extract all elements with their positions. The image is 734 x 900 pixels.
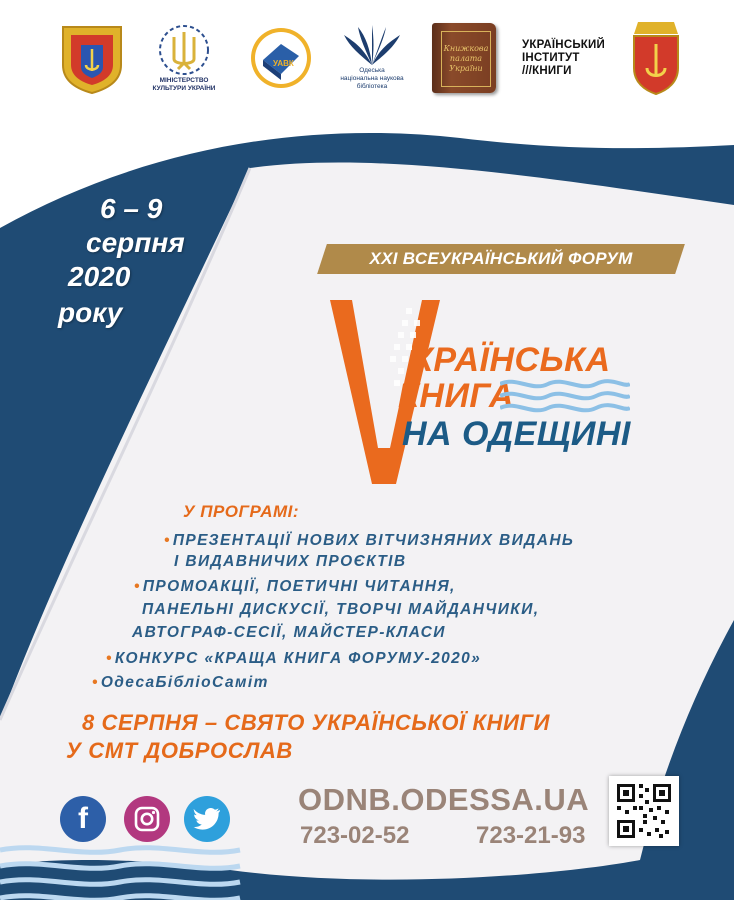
uavk-logo — [246, 18, 316, 98]
book-chamber-text-3: України — [449, 64, 483, 73]
library-caption-2: національна наукова — [340, 75, 404, 82]
date-days: 6 – 9 — [100, 193, 163, 224]
ministry-caption-2: КУЛЬТУРИ УКРАЇНИ — [152, 85, 216, 92]
bullet-icon: • — [164, 532, 171, 549]
date-month: серпня — [86, 227, 185, 258]
phone-2[interactable]: 723-21-93 — [476, 822, 586, 849]
uib-line-3: ///КНИГИ — [522, 64, 572, 77]
instagram-icon[interactable] — [124, 796, 170, 842]
library-caption-1: Одеська — [359, 67, 385, 74]
forum-banner — [322, 244, 680, 274]
book-chamber-logo — [428, 18, 500, 98]
ministry-caption-1: МІНІСТЕРСТВО — [159, 77, 209, 84]
program-item-2-line-1: ПРОМОАКЦІЇ, ПОЕТИЧНІ ЧИТАННЯ, — [142, 578, 456, 595]
program-item-2-line-2: ПАНЕЛЬНІ ДИСКУСІЇ, ТВОРЧІ МАЙДАНЧИКИ, — [142, 601, 540, 618]
program-item-3-text: КОНКУРС «КРАЩА КНИГА ФОРУМУ-2020» — [114, 650, 482, 667]
bullet-icon: • — [92, 674, 99, 691]
website-link[interactable]: ODNB.ODESSA.UA — [298, 782, 590, 817]
title-line-1: КРАЇНСЬКА — [412, 341, 611, 379]
phone-1[interactable]: 723-02-52 — [300, 822, 410, 849]
ministry-of-culture-logo — [146, 18, 222, 98]
bullet-icon: • — [134, 578, 141, 595]
program-item-4 — [92, 672, 269, 693]
odesa-national-library-logo — [332, 18, 412, 98]
uavk-text: УАВК — [273, 59, 294, 68]
facebook-icon[interactable] — [60, 796, 106, 842]
uib-line-2: ІНСТИТУТ — [522, 51, 580, 64]
program-item-3 — [106, 648, 481, 669]
odesa-city-coat-of-arms-logo — [624, 18, 688, 98]
book-chamber-text-1: Книжкова — [443, 44, 489, 53]
date-word-year: року — [58, 297, 123, 328]
program-item-1-line-2: І ВИДАВНИЧИХ ПРОЄКТІВ — [174, 553, 407, 570]
title-line-3: НА ОДЕЩИНІ — [402, 415, 631, 453]
program-item-2-line-3: АВТОГРАФ-СЕСІЇ, МАЙСТЕР-КЛАСИ — [132, 624, 446, 641]
title-line-2: КНИГА — [398, 377, 515, 415]
program-item-1 — [164, 530, 574, 551]
program-heading: У ПРОГРАМІ: — [183, 502, 300, 521]
program-item-2 — [134, 576, 456, 597]
program-item-4-text: ОдесаБібліоСаміт — [100, 674, 269, 691]
bullet-icon: • — [106, 650, 113, 667]
event-line-1: 8 СЕРПНЯ – СВЯТО УКРАЇНСЬКОЇ КНИГИ — [82, 710, 551, 735]
date-year: 2020 — [68, 261, 131, 292]
title-waves-icon — [500, 376, 630, 416]
program-item-1-line-1: ПРЕЗЕНТАЦІЇ НОВИХ ВІТЧИЗНЯНИХ ВИДАНЬ — [172, 532, 575, 549]
qr-code-icon[interactable] — [609, 776, 679, 846]
library-caption-3: бібліотека — [356, 83, 388, 90]
uib-line-1: УКРАЇНСЬКИЙ — [522, 38, 605, 51]
twitter-icon[interactable] — [184, 796, 230, 842]
ukrainian-book-institute-logo — [522, 18, 622, 98]
event-line-2: У СМТ ДОБРОСЛАВ — [66, 738, 293, 763]
book-chamber-text-2: палата — [449, 54, 483, 63]
forum-banner-text: XXI ВСЕУКРАЇНСЬКИЙ ФОРУМ — [369, 249, 633, 268]
facebook-letter: f — [78, 802, 88, 835]
odesa-oblast-coat-of-arms-logo — [52, 18, 132, 98]
